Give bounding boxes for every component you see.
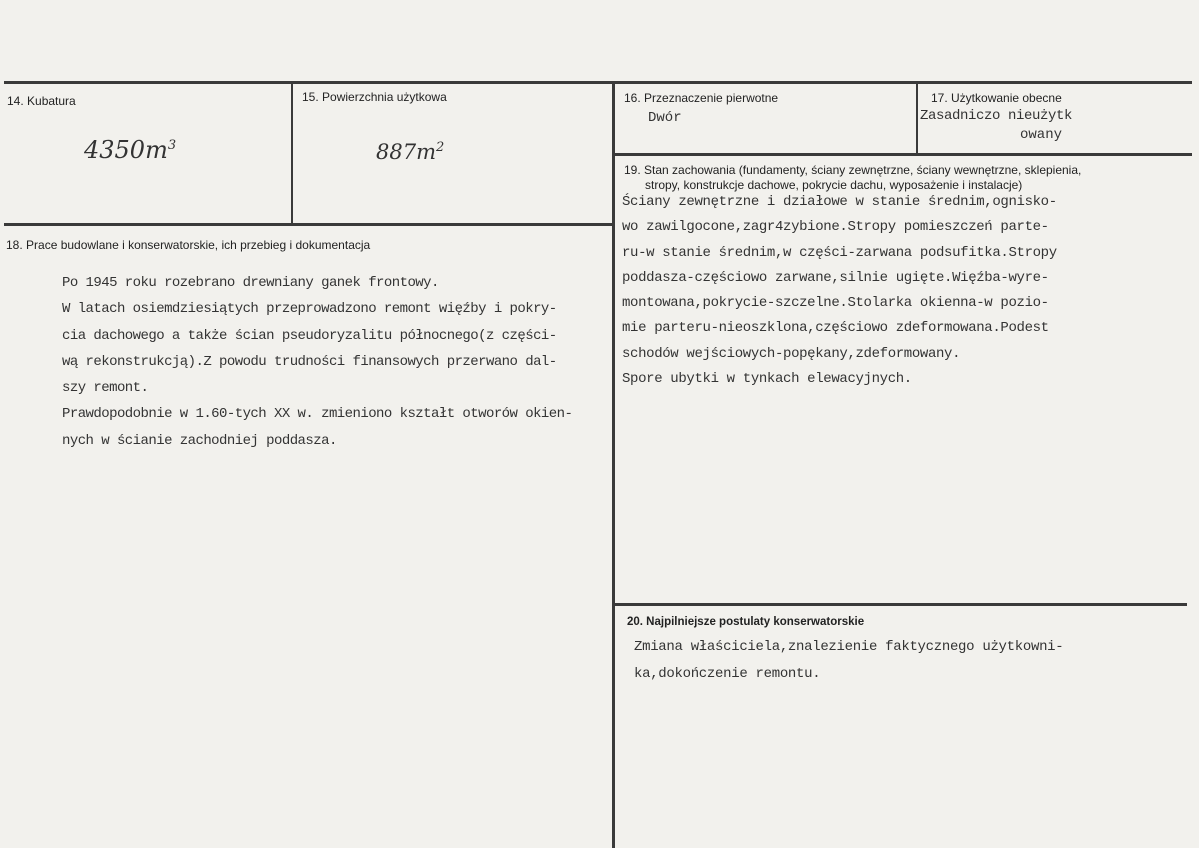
field-18-text [62, 270, 572, 454]
text-line: szy remont. [62, 380, 149, 397]
divider-14-15 [291, 82, 293, 225]
field-17-label: 17. Użytkowanie obecne [931, 91, 1062, 105]
field-17-value-line1: Zasadniczo nieużytk [920, 108, 1073, 124]
text-line: schodów wejściowych-popękany,zdeformowany. [622, 345, 961, 362]
text-line: ka,dokończenie remontu. [634, 666, 821, 682]
field-20-label: 20. Najpilniejsze postulaty konserwatorskie [627, 616, 865, 628]
field-14-label: 14. Kubatura [7, 94, 76, 108]
text-line: montowana,pokrycie-szczelne.Stolarka okienna-w pozio- [622, 295, 1049, 312]
text-line: wo zawilgocone,zagr4zybione.Stropy pomieszczeń parte- [622, 219, 1049, 236]
text-line: cia dachowego a także ścian pseudoryzalitu północnego(z części- [62, 327, 557, 344]
field-19-label-line1: 19. Stan zachowania (fundamenty, ściany zewnętrzne, ściany wewnętrzne, sklepienia, [624, 163, 1082, 177]
field-14-value [84, 136, 176, 164]
divider-16-17 [916, 82, 918, 154]
text-line: wą rekonstrukcją).Z powodu trudności finansowych przerwano dal- [62, 353, 557, 370]
field-19-label-line2: stropy, konstrukcje dachowe, pokrycie dachu, wyposażenie i instalacje) [645, 178, 1023, 192]
field-16-label: 16. Przeznaczenie pierwotne [624, 91, 779, 105]
field-19-text [622, 190, 1057, 392]
cubature-exponent: 3 [167, 138, 177, 153]
area-value: 887m [376, 140, 436, 164]
text-line: poddasza-częściowo zarwane,silnie ugięte.Więźba-wyre- [622, 269, 1049, 286]
rule-above-20 [613, 603, 1187, 606]
field-18-label: 18. Prace budowlane i konserwatorskie, ich przebieg i dokumentacja [6, 238, 371, 252]
text-line: Ściany zewnętrzne i działowe w stanie średnim,ognisko- [622, 194, 1057, 210]
text-line: nych w ścianie zachodniej poddasza. [62, 432, 337, 449]
text-line: W latach osiemdziesiątych przeprowadzono remont więźby i pokry- [62, 301, 557, 318]
text-line: mie parteru-nieoszklona,częściowo zdeformowana.Podest [622, 320, 1049, 337]
field-15-label: 15. Powierzchnia użytkowa [302, 90, 447, 104]
rule-below-14-15 [4, 223, 614, 226]
field-17-value-line2: owany [1020, 127, 1063, 143]
text-line: Zmiana właściciela,znalezienie faktycznego użytkowni- [634, 639, 1064, 655]
text-line: Spore ubytki w tynkach elewacyjnych. [622, 371, 912, 388]
field-16-value: Dwór [648, 110, 682, 126]
area-exponent: 2 [436, 140, 445, 155]
top-rule [4, 81, 1192, 84]
text-line: Prawdopodobnie w 1.60-tych XX w. zmieniono kształt otworów okien- [62, 406, 573, 423]
center-divider [612, 82, 615, 848]
text-line: ru-w stanie średnim,w części-zarwana podsufitka.Stropy [622, 244, 1057, 261]
text-line: Po 1945 roku rozebrano drewniany ganek frontowy. [62, 275, 439, 291]
cubature-value: 4350m [84, 136, 168, 164]
field-15-value [376, 140, 444, 164]
rule-below-16-17 [613, 153, 1192, 156]
field-20-text [634, 634, 1063, 688]
